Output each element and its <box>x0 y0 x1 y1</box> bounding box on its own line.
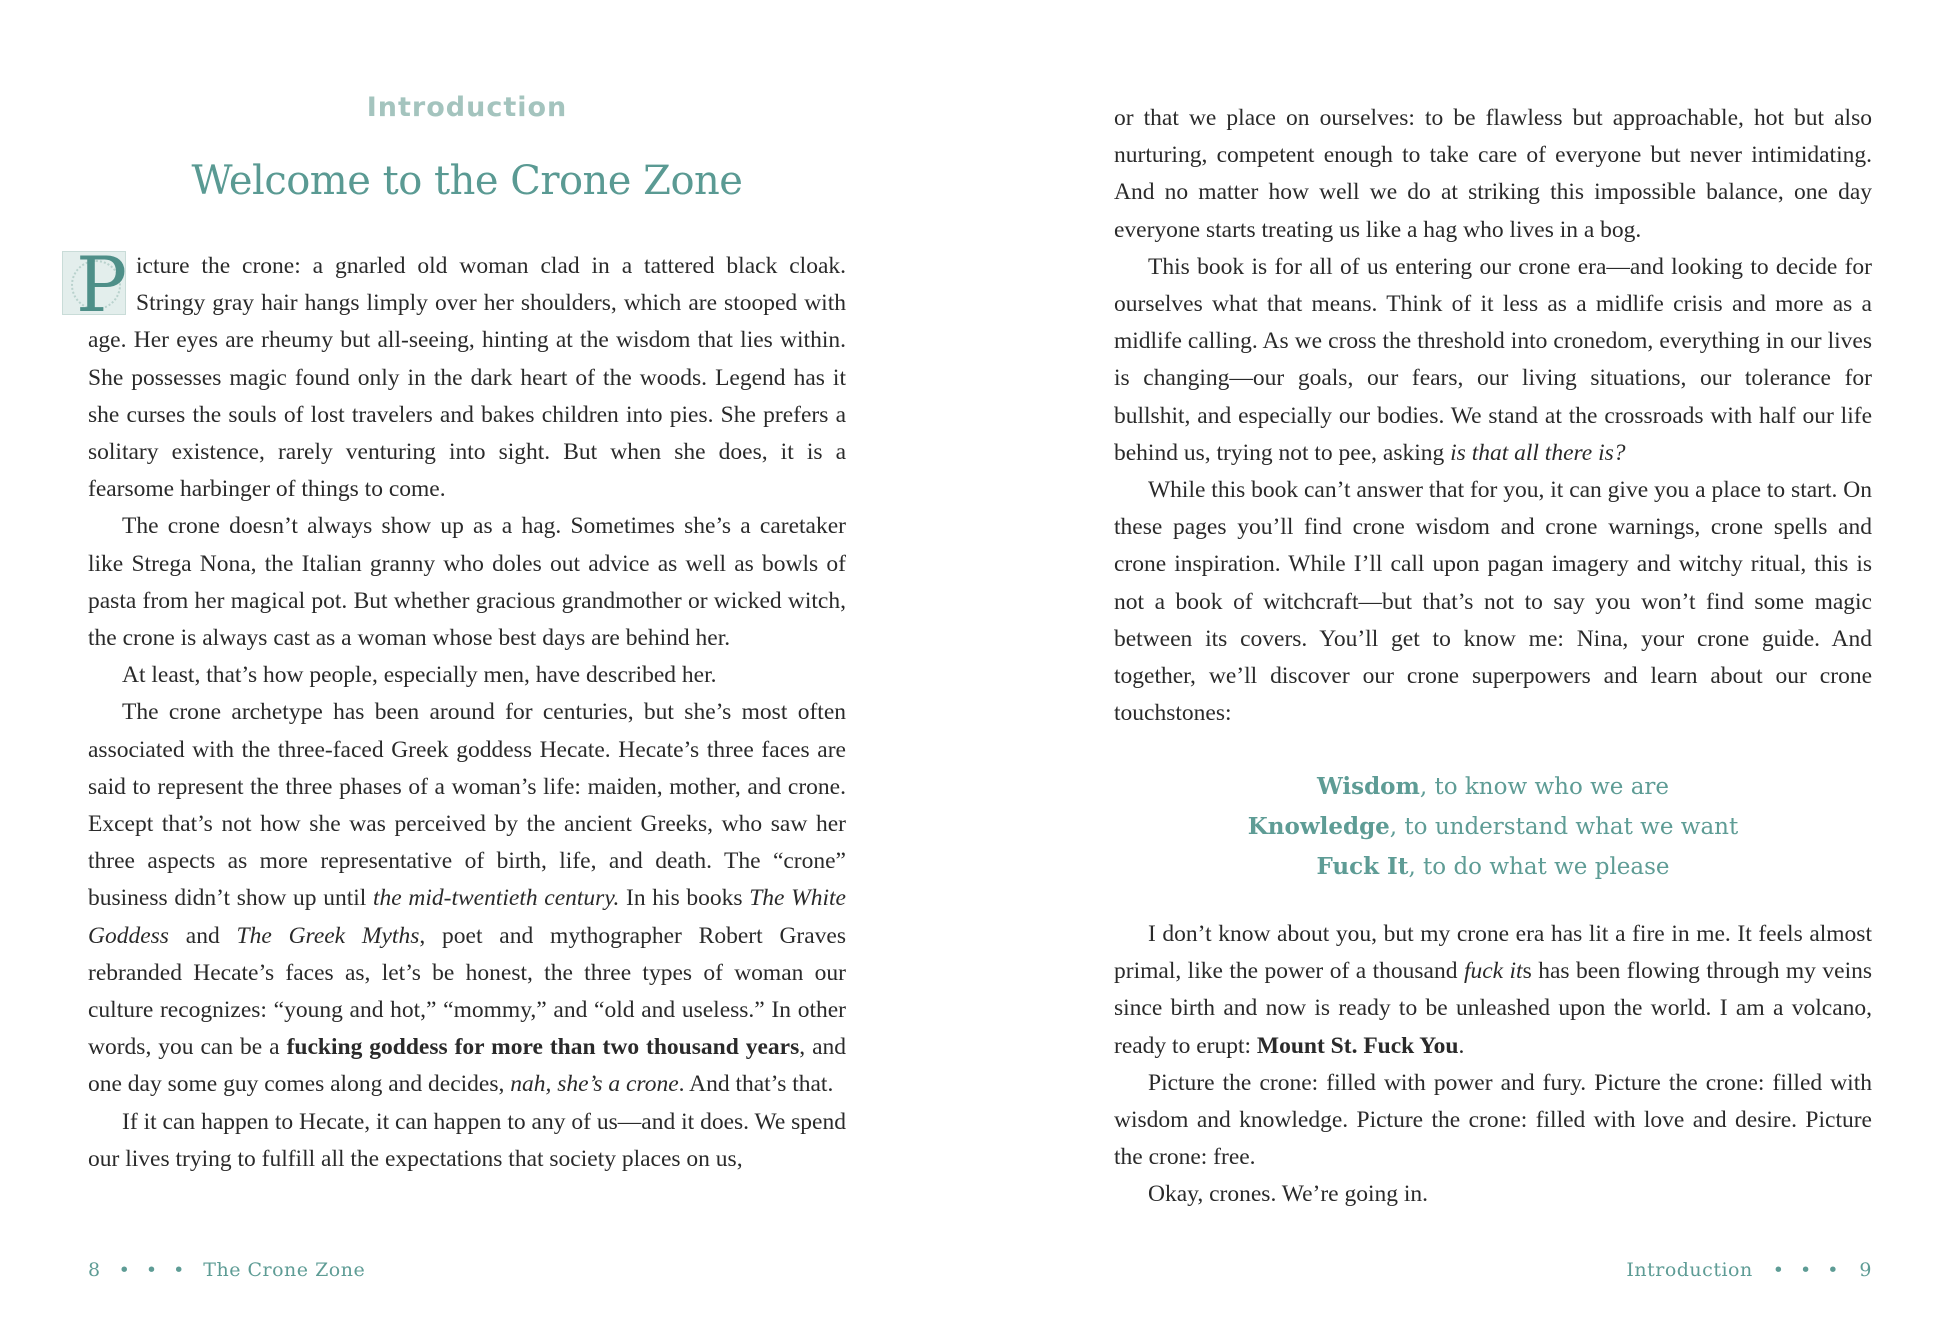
touchstone-item: Wisdom, to know who we are <box>1316 773 1670 800</box>
touchstone-item: Knowledge, to understand what we want <box>1247 813 1739 840</box>
page-number: 8 <box>88 1259 101 1281</box>
paragraph: While this book can’t answer that for you, it can give you a place to start. On these pages you’ll find crone wisdom and crone warnings, crone spells and crone inspiration. While I’ll call upon pagan imagery and witchy ritual, this is not a book of witchcraft—but that’s not to say you won’t find some magic between its covers. You’ll get to know me: Nina, your crone guide. And together, we’ll discover our crone superpowers and learn about our crone touchstones: <box>1114 477 1872 727</box>
paragraph: If it can happen to Hecate, it can happen to any of us—and it does. We spend our lives trying to fulfill all the expectations that society places on us, <box>88 1108 846 1172</box>
running-head: Introduction <box>1626 1259 1753 1281</box>
paragraph: The crone doesn’t always show up as a hag. Sometimes she’s a caretaker like Strega Nona, the Italian granny who doles out advice as well as bowls of pasta from her magical pot. But whether gracious grandmother or wicked witch, the crone is always cast as a woman whose best days are behind her. <box>88 513 846 652</box>
right-footer <box>1626 1259 1872 1281</box>
footer-dots: • • • <box>118 1259 190 1281</box>
paragraph: The crone archetype has been around for centuries, but she’s most often associated with the three-faced Greek goddess Hecate. Hecate’s three faces are said to represent the three phases of a woman’s life: maiden, mother, and crone. Except that’s not how she was perceived by the ancient Greeks, who saw her three aspects as more representative of birth, life, and death. The “crone” business didn’t show up until the mid-twentieth century. In his books The White Goddess and The Greek Myths, poet and mythographer Robert Graves rebranded Hecate’s faces as, let’s be honest, the three types of woman our culture recognizes: “young and hot,” “mommy,” and “old and useless.” In other words, you can be a fucking goddess for more than two thousand years, and one day some guy comes along and decides, nah, she’s a crone. And that’s that. <box>88 699 847 1098</box>
paragraph: or that we place on ourselves: to be flawless but approachable, hot but also nurturing, competent enough to take care of everyone but never intimidating. And no matter how well we do at striking this impossible balance, one day everyone starts treating us like a hag who lives in a bog. <box>1114 105 1872 243</box>
right-body-text-bottom <box>1114 916 1872 1214</box>
chapter-title: Welcome to the Crone Zone <box>191 158 743 204</box>
touchstone-item: Fuck It, to do what we please <box>1316 853 1670 880</box>
paragraph: I don’t know about you, but my crone era has lit a fire in me. It feels almost primal, like the power of a thousand fuck its has been flowing through my veins since birth and now is ready to be unleashed upon the world. I am a volcano, ready to erupt: Mount St. Fuck You. <box>1114 921 1872 1059</box>
running-head: The Crone Zone <box>203 1259 366 1281</box>
right-body-text-top <box>1114 100 1872 732</box>
page-number: 9 <box>1859 1259 1872 1281</box>
paragraph: P icture the crone: a gnarled old woman clad in a tattered black cloak. Stringy gray hair hangs limply over her shoulders, which are stooped with age. Her eyes are rheumy but all-seeing, hinting at the wisdom that lies within. She possesses magic found only in the dark heart of the woods. Legend has it she curses the souls of lost travelers and bakes children into pies. She prefers a solitary existence, rarely venturing into sight. But when she does, it is a fearsome harbinger of things to come. <box>88 248 846 508</box>
drop-cap-letter: P <box>76 240 128 329</box>
paragraph: This book is for all of us entering our crone era—and looking to decide for ourselves what that means. Think of it less as a midlife crisis and more as a midlife calling. As we cross the threshold into cronedom, everything in our lives is changing—our goals, our fears, our living situations, our tolerance for bullshit, and especially our bodies. We stand at the crossroads with half our life behind us, trying not to pee, asking is that all there is? <box>1114 253 1872 466</box>
chapter-label: Introduction <box>366 92 568 123</box>
paragraph: At least, that’s how people, especially men, have described her. <box>122 662 717 689</box>
touchstones-list <box>1114 767 1872 887</box>
paragraph: Picture the crone: filled with power and fury. Picture the crone: filled with wisdom and knowledge. Picture the crone: filled with love and desire. Picture the crone: free. <box>1114 1069 1872 1171</box>
footer-dots: • • • <box>1772 1259 1844 1281</box>
paragraph: Okay, crones. We’re going in. <box>1148 1181 1429 1208</box>
